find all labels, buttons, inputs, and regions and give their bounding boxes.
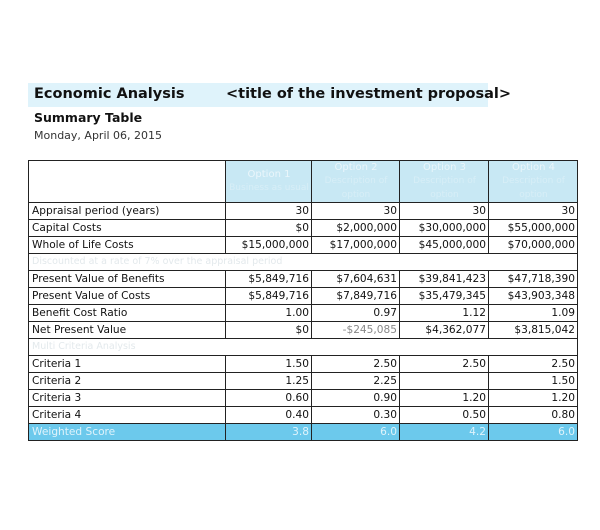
value-cell: 30 xyxy=(400,203,489,220)
value-cell: 1.20 xyxy=(400,390,489,407)
value-cell: $39,841,423 xyxy=(400,271,489,288)
row-label: Criteria 4 xyxy=(29,407,226,424)
value-cell: 2.50 xyxy=(312,356,400,373)
table-row xyxy=(29,373,578,390)
value-cell: 0.60 xyxy=(226,390,312,407)
option-name: Option 2 xyxy=(334,162,378,173)
value-cell: $7,849,716 xyxy=(312,288,400,305)
option-name: Option 3 xyxy=(423,162,466,173)
value-cell: $5,849,716 xyxy=(226,288,312,305)
value-cell: -$245,085 xyxy=(312,322,400,339)
option-header-4 xyxy=(489,161,578,203)
value-cell: 1.12 xyxy=(400,305,489,322)
row-label: Weighted Score xyxy=(29,424,226,441)
value-cell xyxy=(400,373,489,390)
score-cell: 6.0 xyxy=(489,424,578,441)
option-description: Description of option xyxy=(413,176,476,200)
value-cell: 1.09 xyxy=(489,305,578,322)
value-cell: 2.25 xyxy=(312,373,400,390)
table-row xyxy=(29,271,578,288)
value-cell: 0.90 xyxy=(312,390,400,407)
weighted-score-row xyxy=(29,424,578,441)
table-row xyxy=(29,288,578,305)
value-cell: $15,000,000 xyxy=(226,237,312,254)
value-cell: 1.20 xyxy=(489,390,578,407)
table-row xyxy=(29,220,578,237)
score-cell: 6.0 xyxy=(312,424,400,441)
summary-table xyxy=(28,160,578,441)
report-date: Monday, April 06, 2015 xyxy=(34,129,163,142)
value-cell: $30,000,000 xyxy=(400,220,489,237)
value-cell: $7,604,631 xyxy=(312,271,400,288)
table-row xyxy=(29,305,578,322)
option-name: Option 4 xyxy=(512,162,555,173)
score-cell: 3.8 xyxy=(226,424,312,441)
row-label: Benefit Cost Ratio xyxy=(29,305,226,322)
row-label: Criteria 1 xyxy=(29,356,226,373)
row-label: Whole of Life Costs xyxy=(29,237,226,254)
value-cell: $4,362,077 xyxy=(400,322,489,339)
table-row xyxy=(29,322,578,339)
value-cell: $47,718,390 xyxy=(489,271,578,288)
value-cell: 1.50 xyxy=(489,373,578,390)
row-label: Net Present Value xyxy=(29,322,226,339)
row-label: Criteria 2 xyxy=(29,373,226,390)
row-label: Present Value of Benefits xyxy=(29,271,226,288)
value-cell: $3,815,042 xyxy=(489,322,578,339)
value-cell: $0 xyxy=(226,322,312,339)
option-description: Business as usual xyxy=(229,183,309,193)
table-row xyxy=(29,356,578,373)
table-row xyxy=(29,390,578,407)
option-header-3 xyxy=(400,161,489,203)
row-label: Capital Costs xyxy=(29,220,226,237)
score-cell: 4.2 xyxy=(400,424,489,441)
section-label: Discounted at a rate of 7% over the appraisal period xyxy=(29,254,578,271)
value-cell: 0.97 xyxy=(312,305,400,322)
option-header-1 xyxy=(226,161,312,203)
value-cell: $45,000,000 xyxy=(400,237,489,254)
row-label: Appraisal period (years) xyxy=(29,203,226,220)
page-title: Economic Analysis xyxy=(34,86,185,102)
value-cell: 0.80 xyxy=(489,407,578,424)
table-row xyxy=(29,237,578,254)
section-header-row xyxy=(29,339,578,356)
value-cell: $5,849,716 xyxy=(226,271,312,288)
page-subtitle: Summary Table xyxy=(34,110,143,125)
value-cell: $35,479,345 xyxy=(400,288,489,305)
option-description: Description of option xyxy=(502,176,565,200)
section-label: Multi Criteria Analysis xyxy=(29,339,578,356)
row-label: Present Value of Costs xyxy=(29,288,226,305)
value-cell: 1.50 xyxy=(226,356,312,373)
value-cell: 2.50 xyxy=(400,356,489,373)
value-cell: $2,000,000 xyxy=(312,220,400,237)
option-name: Option 1 xyxy=(247,169,291,180)
value-cell: 30 xyxy=(226,203,312,220)
value-cell: 2.50 xyxy=(489,356,578,373)
value-cell: 0.40 xyxy=(226,407,312,424)
value-cell: 30 xyxy=(489,203,578,220)
value-cell: $17,000,000 xyxy=(312,237,400,254)
value-cell: $55,000,000 xyxy=(489,220,578,237)
section-header-row xyxy=(29,254,578,271)
value-cell: $70,000,000 xyxy=(489,237,578,254)
value-cell: 0.30 xyxy=(312,407,400,424)
value-cell: 30 xyxy=(312,203,400,220)
header-blank-cell xyxy=(29,161,226,203)
header-row xyxy=(29,161,578,203)
value-cell: 1.00 xyxy=(226,305,312,322)
value-cell: 0.50 xyxy=(400,407,489,424)
row-label: Criteria 3 xyxy=(29,390,226,407)
proposal-title: <title of the investment proposal> xyxy=(226,86,512,102)
value-cell: 1.25 xyxy=(226,373,312,390)
option-description: Description of option xyxy=(324,176,388,200)
table-row xyxy=(29,407,578,424)
value-cell: $43,903,348 xyxy=(489,288,578,305)
table-row xyxy=(29,203,578,220)
option-header-2 xyxy=(312,161,400,203)
value-cell: $0 xyxy=(226,220,312,237)
